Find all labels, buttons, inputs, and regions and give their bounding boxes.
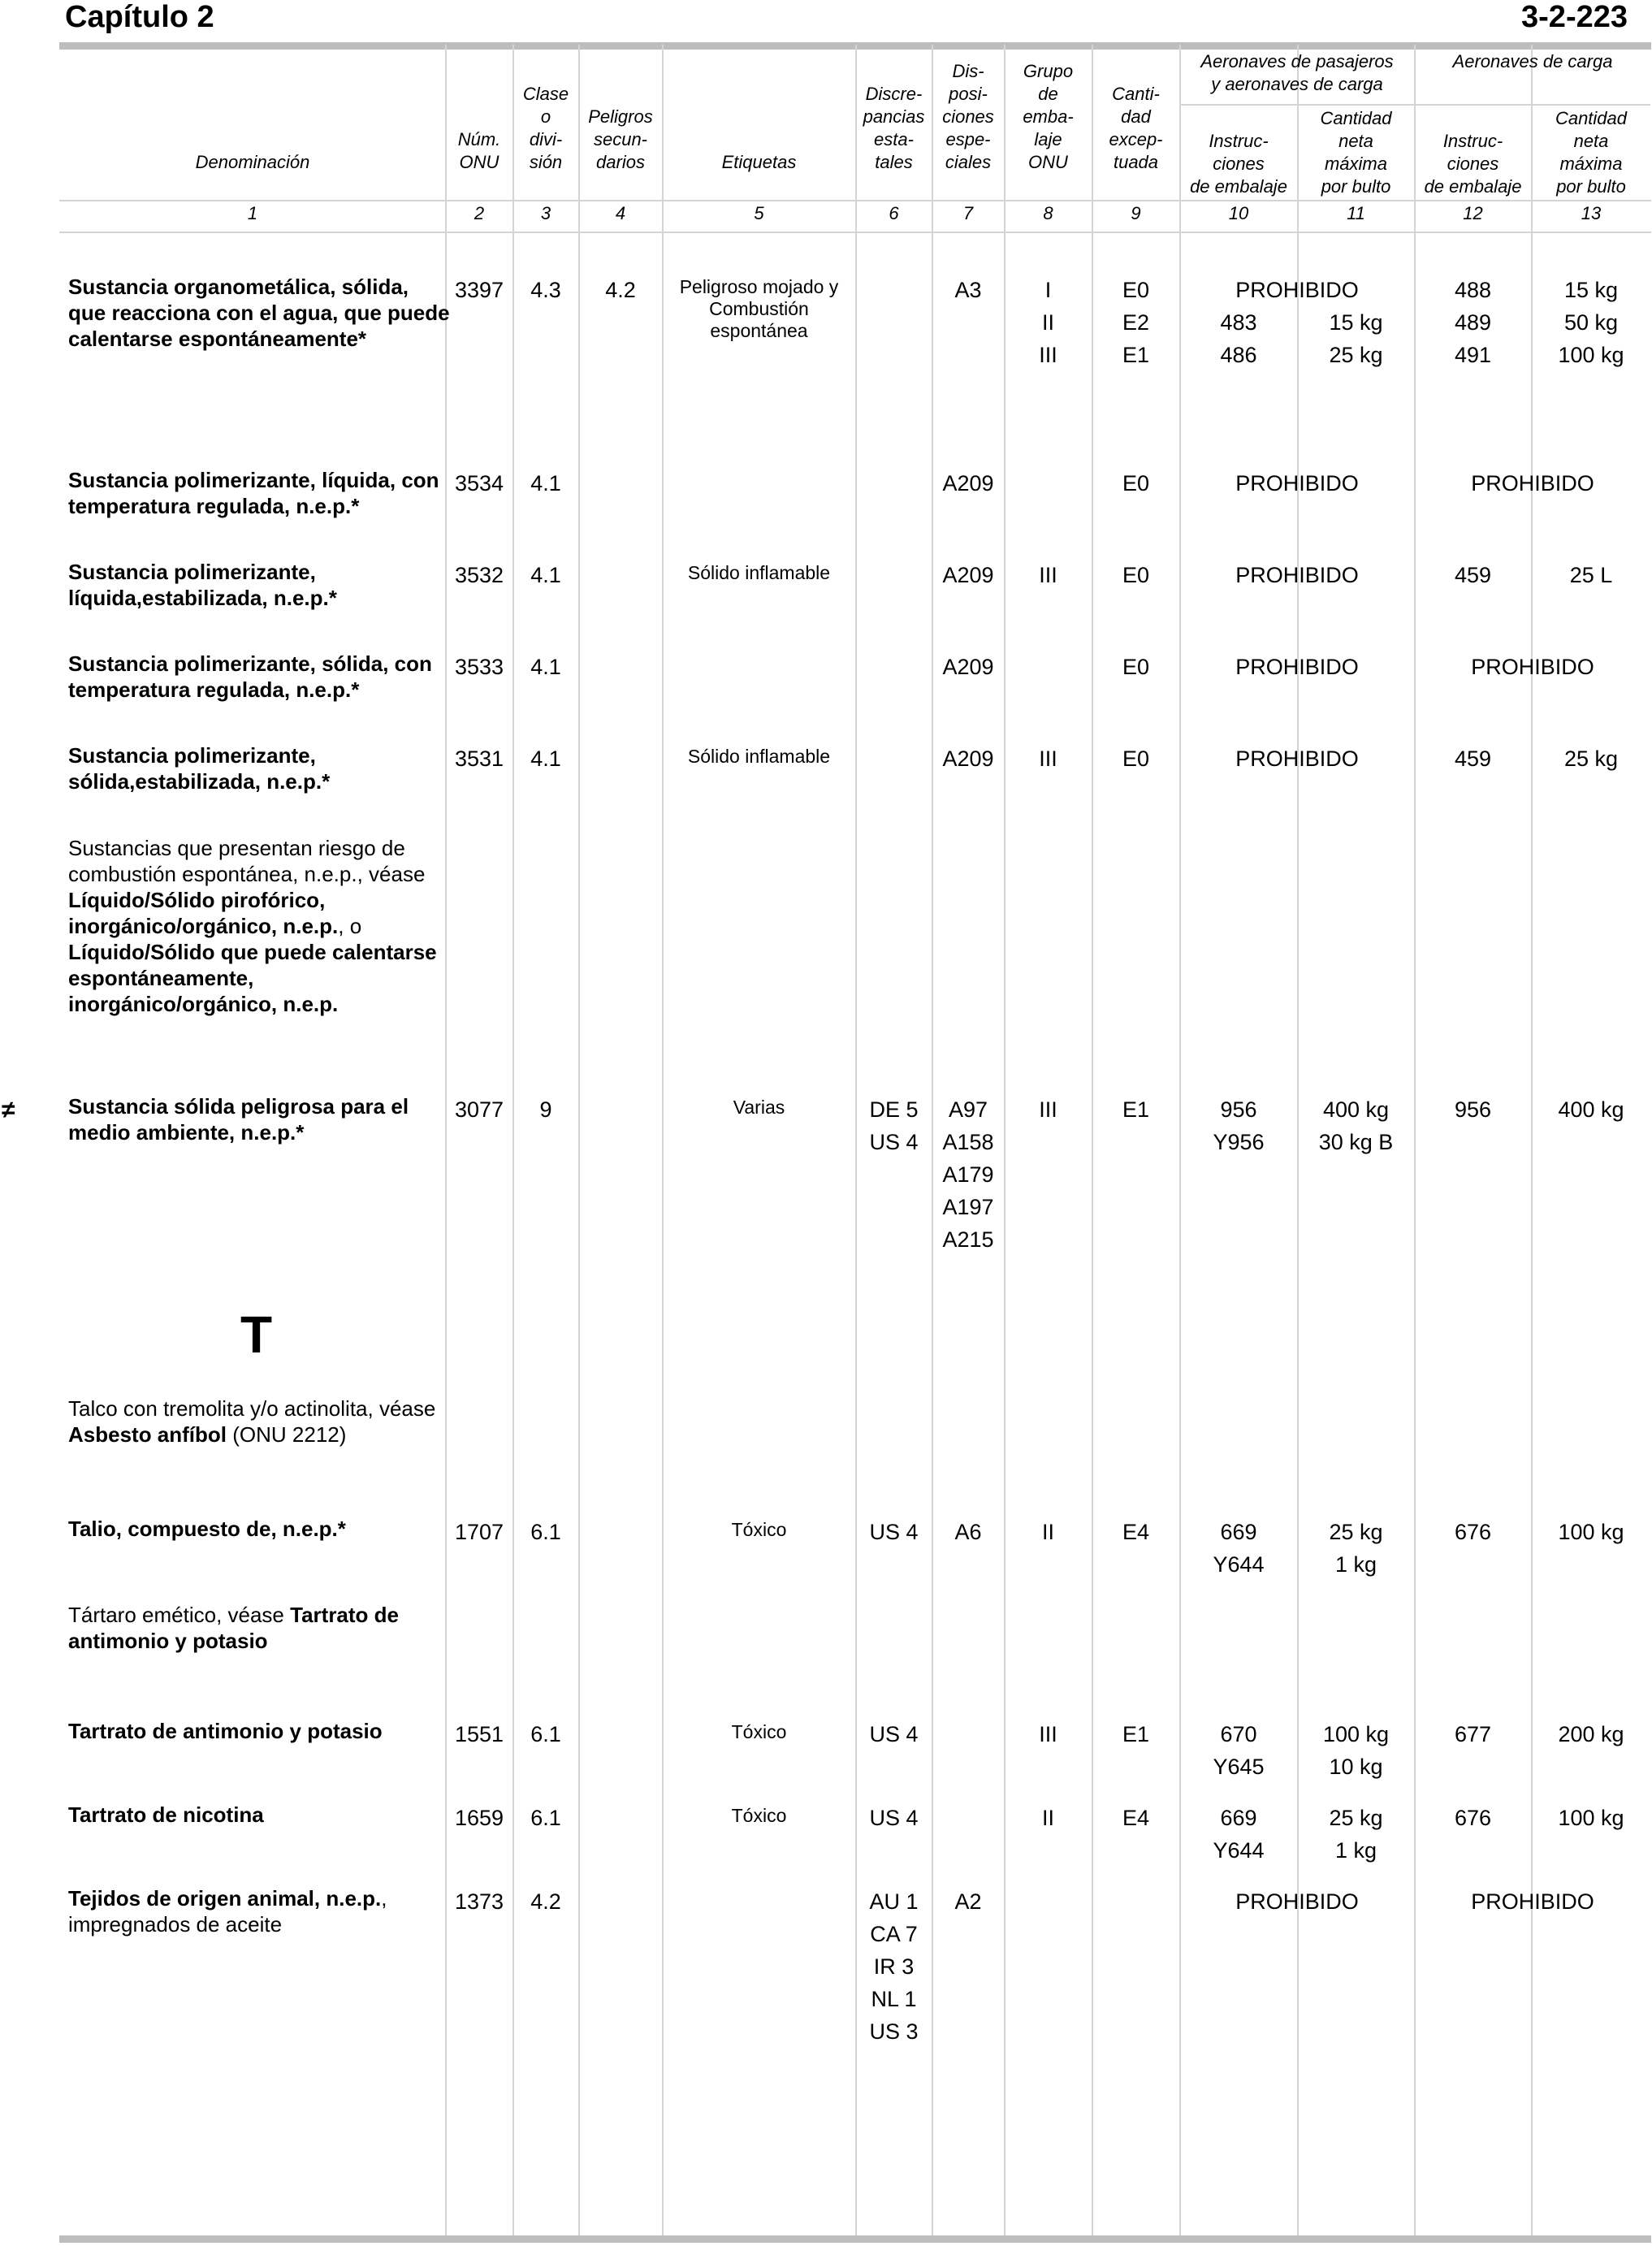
col-number: 13 <box>1581 203 1602 223</box>
col-number: 12 <box>1463 203 1483 223</box>
header-cantidad-cargo: Cantidad neta máxima por bulto <box>1555 108 1628 197</box>
cross-reference: Talco con tremolita y/o actinolita, véase Asbesto anfíbol (ONU 2212) <box>68 1396 436 1447</box>
row-name: Sustancia sólida peligrosa para el medio ambiente, n.e.p.* <box>68 1094 409 1145</box>
cross-reference: Tártaro emético, véase Tartrato de antimonio y potasio <box>68 1603 399 1653</box>
un-number: 3533 <box>454 655 504 679</box>
class-value: 6.1 <box>530 1520 561 1544</box>
col-number: 1 <box>247 203 258 223</box>
cargo-instruction: 488 489 491 <box>1454 278 1492 367</box>
cargo-prohibited: PROHIBIDO <box>1471 471 1594 496</box>
pax-quantity: 25 kg 1 kg <box>1329 1520 1383 1577</box>
special-provision: A209 <box>942 655 994 679</box>
cargo-quantity: 100 kg <box>1558 1520 1624 1544</box>
state-discrepancy: DE 5 US 4 <box>869 1097 919 1154</box>
section-letter: T <box>240 1305 273 1364</box>
state-discrepancy: US 4 <box>869 1806 919 1830</box>
pax-quantity: 15 kg 25 kg <box>1329 310 1383 367</box>
un-number: 3534 <box>454 471 504 496</box>
col-divider <box>1092 45 1093 2235</box>
bottom-rule <box>59 2235 1651 2243</box>
class-value: 4.1 <box>530 655 561 679</box>
cargo-instruction: 677 <box>1454 1722 1492 1746</box>
chapter-title: Capítulo 2 <box>65 0 214 34</box>
pax-prohibited: PROHIBIDO <box>1235 278 1359 302</box>
header-instrucciones-pax: Instruc- ciones de embalaje <box>1190 131 1287 197</box>
un-number: 1551 <box>454 1722 504 1746</box>
state-discrepancy: AU 1 CA 7 IR 3 NL 1 US 3 <box>869 1889 919 2044</box>
hazard-label: Varias <box>733 1097 785 1118</box>
packing-group: III <box>1039 747 1057 771</box>
pax-prohibited: PROHIBIDO <box>1235 563 1359 587</box>
cross-reference: Sustancias que presentan riesgo de combustión espontánea, n.e.p., véase Líquido/Sólido pirofórico, inorgánico/orgánico, n.e.p., o Líquido/Sólido que puede calentarse espontáneamente, inorgánico/orgánico, n.e.p. <box>68 836 437 1016</box>
hazard-label: Sólido inflamable <box>687 746 831 767</box>
header-num-onu: Núm. ONU <box>457 129 501 172</box>
excepted-quantity: E4 <box>1122 1520 1150 1544</box>
pax-instruction: 956 Y956 <box>1213 1097 1265 1154</box>
special-provision: A209 <box>942 471 994 496</box>
header-etiquetas: Etiquetas <box>721 152 797 172</box>
un-number: 3531 <box>454 747 504 771</box>
un-number: 3532 <box>454 563 504 587</box>
header-grupo: Grupo de emba- laje ONU <box>1023 61 1074 172</box>
special-provision: A2 <box>954 1889 982 1914</box>
special-provision: A209 <box>942 747 994 771</box>
page-header <box>62 0 1628 42</box>
header-rule <box>59 200 1651 201</box>
packing-group: III <box>1039 1722 1057 1746</box>
un-number: 3397 <box>454 278 504 302</box>
header-cantidad-pax: Cantidad neta máxima por bulto <box>1320 108 1392 197</box>
hazard-label: Tóxico <box>731 1721 787 1742</box>
col-number: 8 <box>1043 203 1053 223</box>
excepted-quantity: E0 E2 E1 <box>1122 278 1150 367</box>
row-name: Tejidos de origen animal, n.e.p., impregnados de aceite <box>68 1886 387 1937</box>
pax-instruction: 669 Y644 <box>1213 1806 1265 1863</box>
excepted-quantity: E1 <box>1122 1722 1150 1746</box>
class-value: 4.1 <box>530 747 561 771</box>
col-number: 6 <box>889 203 899 223</box>
header-rule <box>1179 104 1650 106</box>
cargo-quantity: 15 kg 50 kg 100 kg <box>1558 278 1624 367</box>
cargo-quantity: 200 kg <box>1558 1722 1624 1746</box>
packing-group: II <box>1041 1806 1054 1830</box>
col-number: 4 <box>615 203 626 223</box>
cargo-quantity: 25 L <box>1569 563 1613 587</box>
header-denominacion: Denominación <box>195 152 310 172</box>
excepted-quantity: E0 <box>1122 471 1150 496</box>
pax-quantity: 100 kg 10 kg <box>1322 1722 1390 1779</box>
cargo-prohibited: PROHIBIDO <box>1471 1889 1594 1914</box>
hazard-label: Peligroso mojado y Combustión espontánea <box>679 276 839 341</box>
row-name: Sustancia polimerizante, líquida, con temperatura regulada, n.e.p.* <box>68 468 439 518</box>
special-provision: A3 <box>954 278 982 302</box>
col-divider <box>1004 45 1005 2235</box>
packing-group: I II III <box>1039 278 1057 367</box>
cargo-quantity: 100 kg <box>1558 1806 1624 1830</box>
state-discrepancy: US 4 <box>869 1520 919 1544</box>
special-provision: A209 <box>942 563 994 587</box>
un-number: 1659 <box>454 1806 504 1830</box>
excepted-quantity: E0 <box>1122 563 1150 587</box>
cargo-quantity: 400 kg <box>1558 1097 1624 1122</box>
state-discrepancy: US 4 <box>869 1722 919 1746</box>
excepted-quantity: E0 <box>1122 655 1150 679</box>
pax-instruction: 669 Y644 <box>1213 1520 1265 1577</box>
row-name: Sustancia organometálica, sólida, que reacciona con el agua, que puede calentarse espontáneamente* <box>68 275 450 351</box>
row-name: Sustancia polimerizante, líquida,estabilizada, n.e.p.* <box>68 560 337 610</box>
row-name: Talio, compuesto de, n.e.p.* <box>68 1517 346 1541</box>
class-value: 4.1 <box>530 563 561 587</box>
header-instrucciones-cargo: Instruc- ciones de embalaje <box>1424 131 1522 197</box>
cargo-instruction: 459 <box>1454 747 1492 771</box>
header-pasajeros-group: Aeronaves de pasajeros y aeronaves de carga <box>1200 51 1394 94</box>
col-number: 11 <box>1347 203 1365 223</box>
col-number: 2 <box>474 203 485 223</box>
col-divider <box>662 45 664 2235</box>
class-value: 6.1 <box>530 1722 561 1746</box>
col-number: 7 <box>962 203 974 223</box>
row-name: Sustancia polimerizante, sólida,estabilizada, n.e.p.* <box>68 743 331 794</box>
row-name: Sustancia polimerizante, sólida, con temperatura regulada, n.e.p.* <box>68 651 432 702</box>
packing-group: II <box>1041 1520 1054 1544</box>
row-name: Tartrato de nicotina <box>68 1802 264 1827</box>
class-value: 4.3 <box>530 278 561 302</box>
header-clase: Clase o divi- sión <box>522 84 569 172</box>
col-number: 3 <box>540 203 551 223</box>
pax-quantity: 25 kg 1 kg <box>1329 1806 1383 1863</box>
cargo-instruction: 676 <box>1454 1520 1492 1544</box>
cargo-quantity: 25 kg <box>1563 747 1619 771</box>
pax-prohibited: PROHIBIDO <box>1235 655 1359 679</box>
class-value: 6.1 <box>530 1806 561 1830</box>
class-value: 9 <box>539 1097 552 1122</box>
packing-group: III <box>1039 1097 1057 1122</box>
hazard-label: Tóxico <box>731 1805 787 1826</box>
change-mark: ≠ <box>2 1097 15 1123</box>
header-peligros: Peligros secun- darios <box>588 106 653 172</box>
pax-instruction: 483 486 <box>1220 310 1257 367</box>
excepted-quantity: E4 <box>1122 1806 1150 1830</box>
cargo-instruction: 956 <box>1454 1097 1492 1122</box>
pax-prohibited: PROHIBIDO <box>1235 747 1359 771</box>
class-value: 4.2 <box>530 1889 561 1914</box>
header-rule <box>59 232 1651 233</box>
pax-quantity: 400 kg 30 kg B <box>1318 1097 1394 1154</box>
page-number: 3-2-223 <box>1521 0 1628 34</box>
header-carga-group: Aeronaves de carga <box>1452 51 1613 71</box>
class-value: 4.1 <box>530 471 561 496</box>
hazard-label: Tóxico <box>731 1519 787 1540</box>
header-cantidad: Canti- dad excep- tuada <box>1109 84 1163 172</box>
col-divider <box>578 45 580 2235</box>
hazard-label: Sólido inflamable <box>687 562 831 583</box>
secondary-hazard: 4.2 <box>605 278 636 302</box>
un-number: 1707 <box>454 1520 504 1544</box>
un-number: 3077 <box>454 1097 504 1122</box>
row-name: Tartrato de antimonio y potasio <box>68 1719 383 1743</box>
header-disposiciones: Dis- posi- ciones espe- ciales <box>942 61 994 172</box>
col-number: 9 <box>1131 203 1141 223</box>
header-discrepancias: Discre- pancias esta- tales <box>863 84 925 172</box>
un-number: 1373 <box>454 1889 504 1914</box>
cargo-instruction: 459 <box>1454 563 1492 587</box>
cargo-instruction: 676 <box>1454 1806 1492 1830</box>
packing-group: III <box>1039 563 1057 587</box>
pax-instruction: 670 Y645 <box>1213 1722 1265 1779</box>
pax-prohibited: PROHIBIDO <box>1235 471 1359 496</box>
cargo-prohibited: PROHIBIDO <box>1471 655 1594 679</box>
excepted-quantity: E1 <box>1122 1097 1150 1122</box>
special-provision: A6 <box>954 1520 982 1544</box>
excepted-quantity: E0 <box>1122 747 1150 771</box>
pax-prohibited: PROHIBIDO <box>1235 1889 1359 1914</box>
special-provision: A97 A158 A179 A197 A215 <box>942 1097 994 1252</box>
col-number: 5 <box>754 203 764 223</box>
col-number: 10 <box>1228 203 1249 223</box>
